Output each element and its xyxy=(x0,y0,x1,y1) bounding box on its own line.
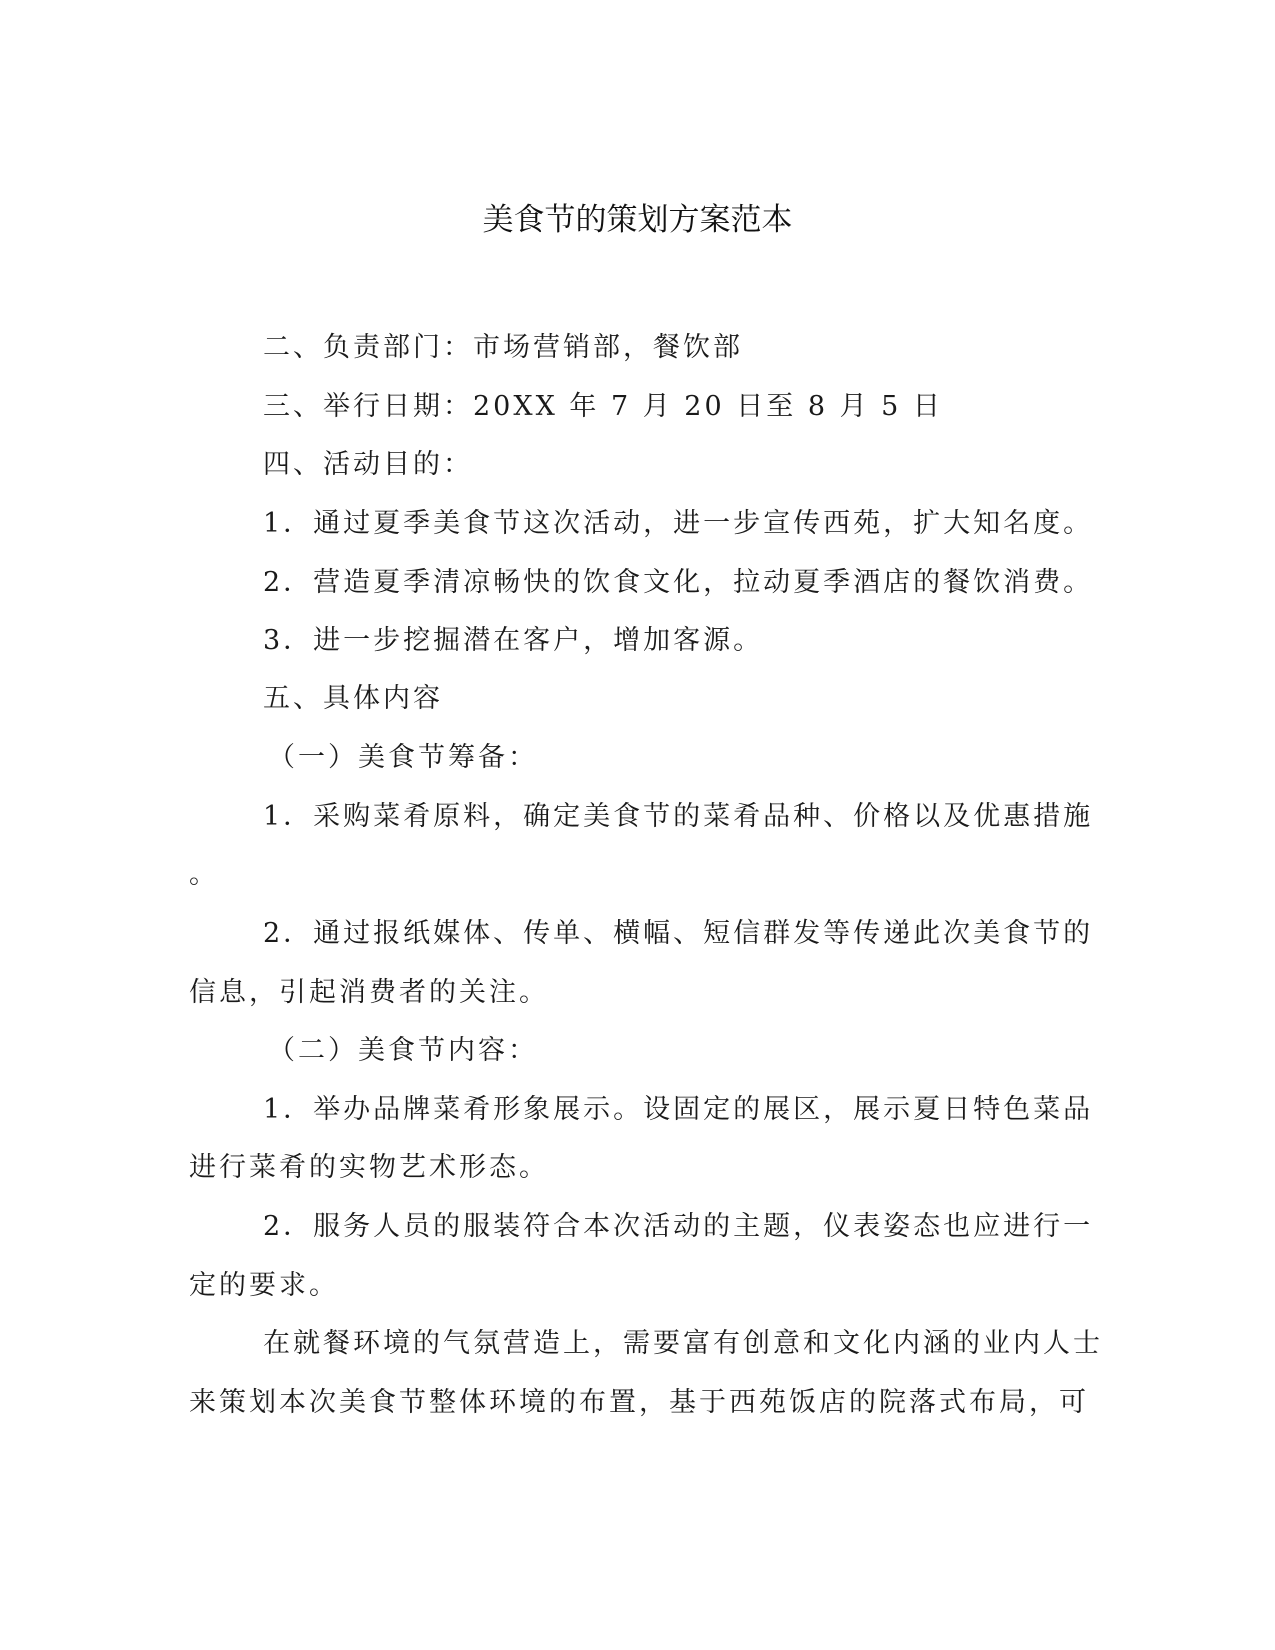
text-line: 2．服务人员的服装符合本次活动的主题，仪表姿态也应进行一 xyxy=(263,1211,1094,1242)
text-line: 二、负责部门：市场营销部，餐饮部 xyxy=(263,332,743,363)
text-line: 1．采购菜肴原料，确定美食节的菜肴品种、价格以及优惠措施 xyxy=(263,801,1094,832)
text-line: （一）美食节筹备： xyxy=(268,742,538,773)
document-title: 美食节的策划方案范本 xyxy=(482,202,793,238)
text-line: （二）美食节内容： xyxy=(268,1035,538,1066)
text-line: 五、具体内容 xyxy=(263,683,443,714)
text-line: 来策划本次美食节整体环境的布置，基于西苑饭店的院落式布局，可 xyxy=(189,1387,1089,1418)
text-line: 三、举行日期：20XX 年 7 月 20 日至 8 月 5 日 xyxy=(263,391,943,422)
text-line: 1．举办品牌菜肴形象展示。设固定的展区，展示夏日特色菜品 xyxy=(263,1094,1094,1125)
text-line: 进行菜肴的实物艺术形态。 xyxy=(189,1152,549,1183)
text-line: 在就餐环境的气氛营造上，需要富有创意和文化内涵的业内人士 xyxy=(263,1328,1103,1359)
text-line: 定的要求。 xyxy=(189,1270,339,1301)
text-line: 信息，引起消费者的关注。 xyxy=(189,977,549,1008)
text-line: 1．通过夏季美食节这次活动，进一步宣传西苑，扩大知名度。 xyxy=(263,508,1094,539)
text-line: 。 xyxy=(189,859,219,890)
text-line: 3．进一步挖掘潜在客户，增加客源。 xyxy=(263,625,764,656)
text-line: 四、活动目的： xyxy=(263,449,473,480)
text-line: 2．营造夏季清凉畅快的饮食文化，拉动夏季酒店的餐饮消费。 xyxy=(263,567,1094,598)
text-line: 2．通过报纸媒体、传单、横幅、短信群发等传递此次美食节的 xyxy=(263,918,1094,949)
